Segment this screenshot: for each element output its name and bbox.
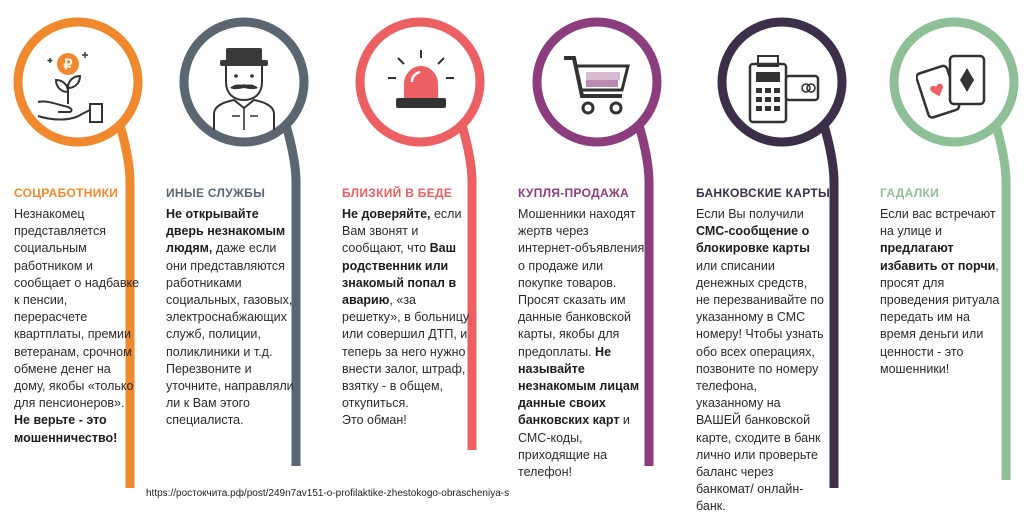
column-buy-sell xyxy=(518,186,646,481)
column-title: БАНКОВСКИЕ КАРТЫ xyxy=(696,186,831,200)
warning-text: предлагают избавить от порчи xyxy=(880,241,996,273)
siren-icon xyxy=(386,48,456,114)
warning-text: Не называйте незнакомым лицам данные своих банковских карт xyxy=(518,344,640,428)
column-other-services xyxy=(166,186,294,430)
column-text xyxy=(14,206,142,447)
shopping-cart-icon xyxy=(562,52,634,118)
column-coworkers xyxy=(14,186,142,447)
column-text xyxy=(166,206,294,361)
body-text: Это обман! xyxy=(342,413,407,428)
card-terminal-icon xyxy=(746,50,822,124)
column-text xyxy=(880,206,1008,378)
column-title: ГАДАЛКИ xyxy=(880,186,939,200)
column-title: ИНЫЕ СЛУЖБЫ xyxy=(166,186,266,200)
body-text: если Вам звонят и сообщают, что xyxy=(342,207,462,256)
body-text: и СМС-коды, приходящие на телефон! xyxy=(518,413,630,480)
line-bank-cards xyxy=(824,125,834,488)
warning-text: Не доверяйте, xyxy=(342,207,431,221)
source-url: https://ростокчита.рф/post/249n7av151-o-profilaktike-zhestokogo-obrascheniya-s xyxy=(146,488,510,499)
column-title: БЛИЗКИЙ В БЕДЕ xyxy=(342,186,453,200)
body-text: , «за решетку», в больницу или совершил ДТП, и теперь за него нужно внести залог, штраф, взятку - в общем, откупиться. xyxy=(342,293,470,411)
column-text xyxy=(342,206,470,412)
column-fortune-tellers xyxy=(880,186,1008,378)
worker-cap-icon xyxy=(208,42,280,130)
column-text xyxy=(518,206,646,481)
body-text: Перезвоните и уточните, направляли ли к Вам этого специалиста. xyxy=(166,361,294,428)
warning-text: Ваш родственник или знакомый попал в аварию xyxy=(342,241,457,308)
column-bank-cards xyxy=(696,186,831,516)
column-text xyxy=(166,361,294,430)
playing-cards-icon xyxy=(916,52,992,122)
column-title: КУПЛЯ-ПРОДАЖА xyxy=(518,186,630,200)
body-text: или списании денежных средств, не перезванивайте по указанному в СМС номеру! Чтобы узнать обо всех операциях, позвоните по номеру телефона, указанному на ВАШЕЙ банковской карте, сходите в банк лично или проверьте баланс через банкомат/ онлайн-банк. xyxy=(696,258,824,514)
column-text xyxy=(696,206,824,516)
body-text: Незнакомец представляется социальным работником и сообщает о надбавке к пенсии, перерасчете квартплаты, премии ветеранам, срочном обмене денег на дому, якобы «только для пенсионеров». xyxy=(14,207,140,411)
body-text: Если вас встречают на улице и xyxy=(880,207,996,239)
body-text: Если Вы получили xyxy=(696,207,804,221)
body-text: , просят для проведения ритуала передать им на время деньги или ценности - это мошенники! xyxy=(880,258,1000,376)
column-title: СОЦРАБОТНИКИ xyxy=(14,186,119,200)
body-text: даже если они представляются работниками социальных, газовых, электроснабжающих служб, полиции, поликлиники и т.д. xyxy=(166,241,293,359)
warning-text: Не верьте - это мошенничество! xyxy=(14,413,118,445)
column-text xyxy=(342,412,470,429)
warning-text: СМС-сообщение о блокировке карты xyxy=(696,224,810,256)
column-relative-trouble xyxy=(342,186,470,430)
body-text: Мошенники находят жертв через интернет-объявления о продаже или покупке товаров. Просят сказать им данные банковской карты, якобы для предоплаты. xyxy=(518,207,645,359)
svg-text:₽: ₽ xyxy=(63,56,73,72)
warning-text: Не открывайте дверь незнакомым людям, xyxy=(166,207,286,256)
ruble-plant-hand-icon xyxy=(30,44,110,126)
